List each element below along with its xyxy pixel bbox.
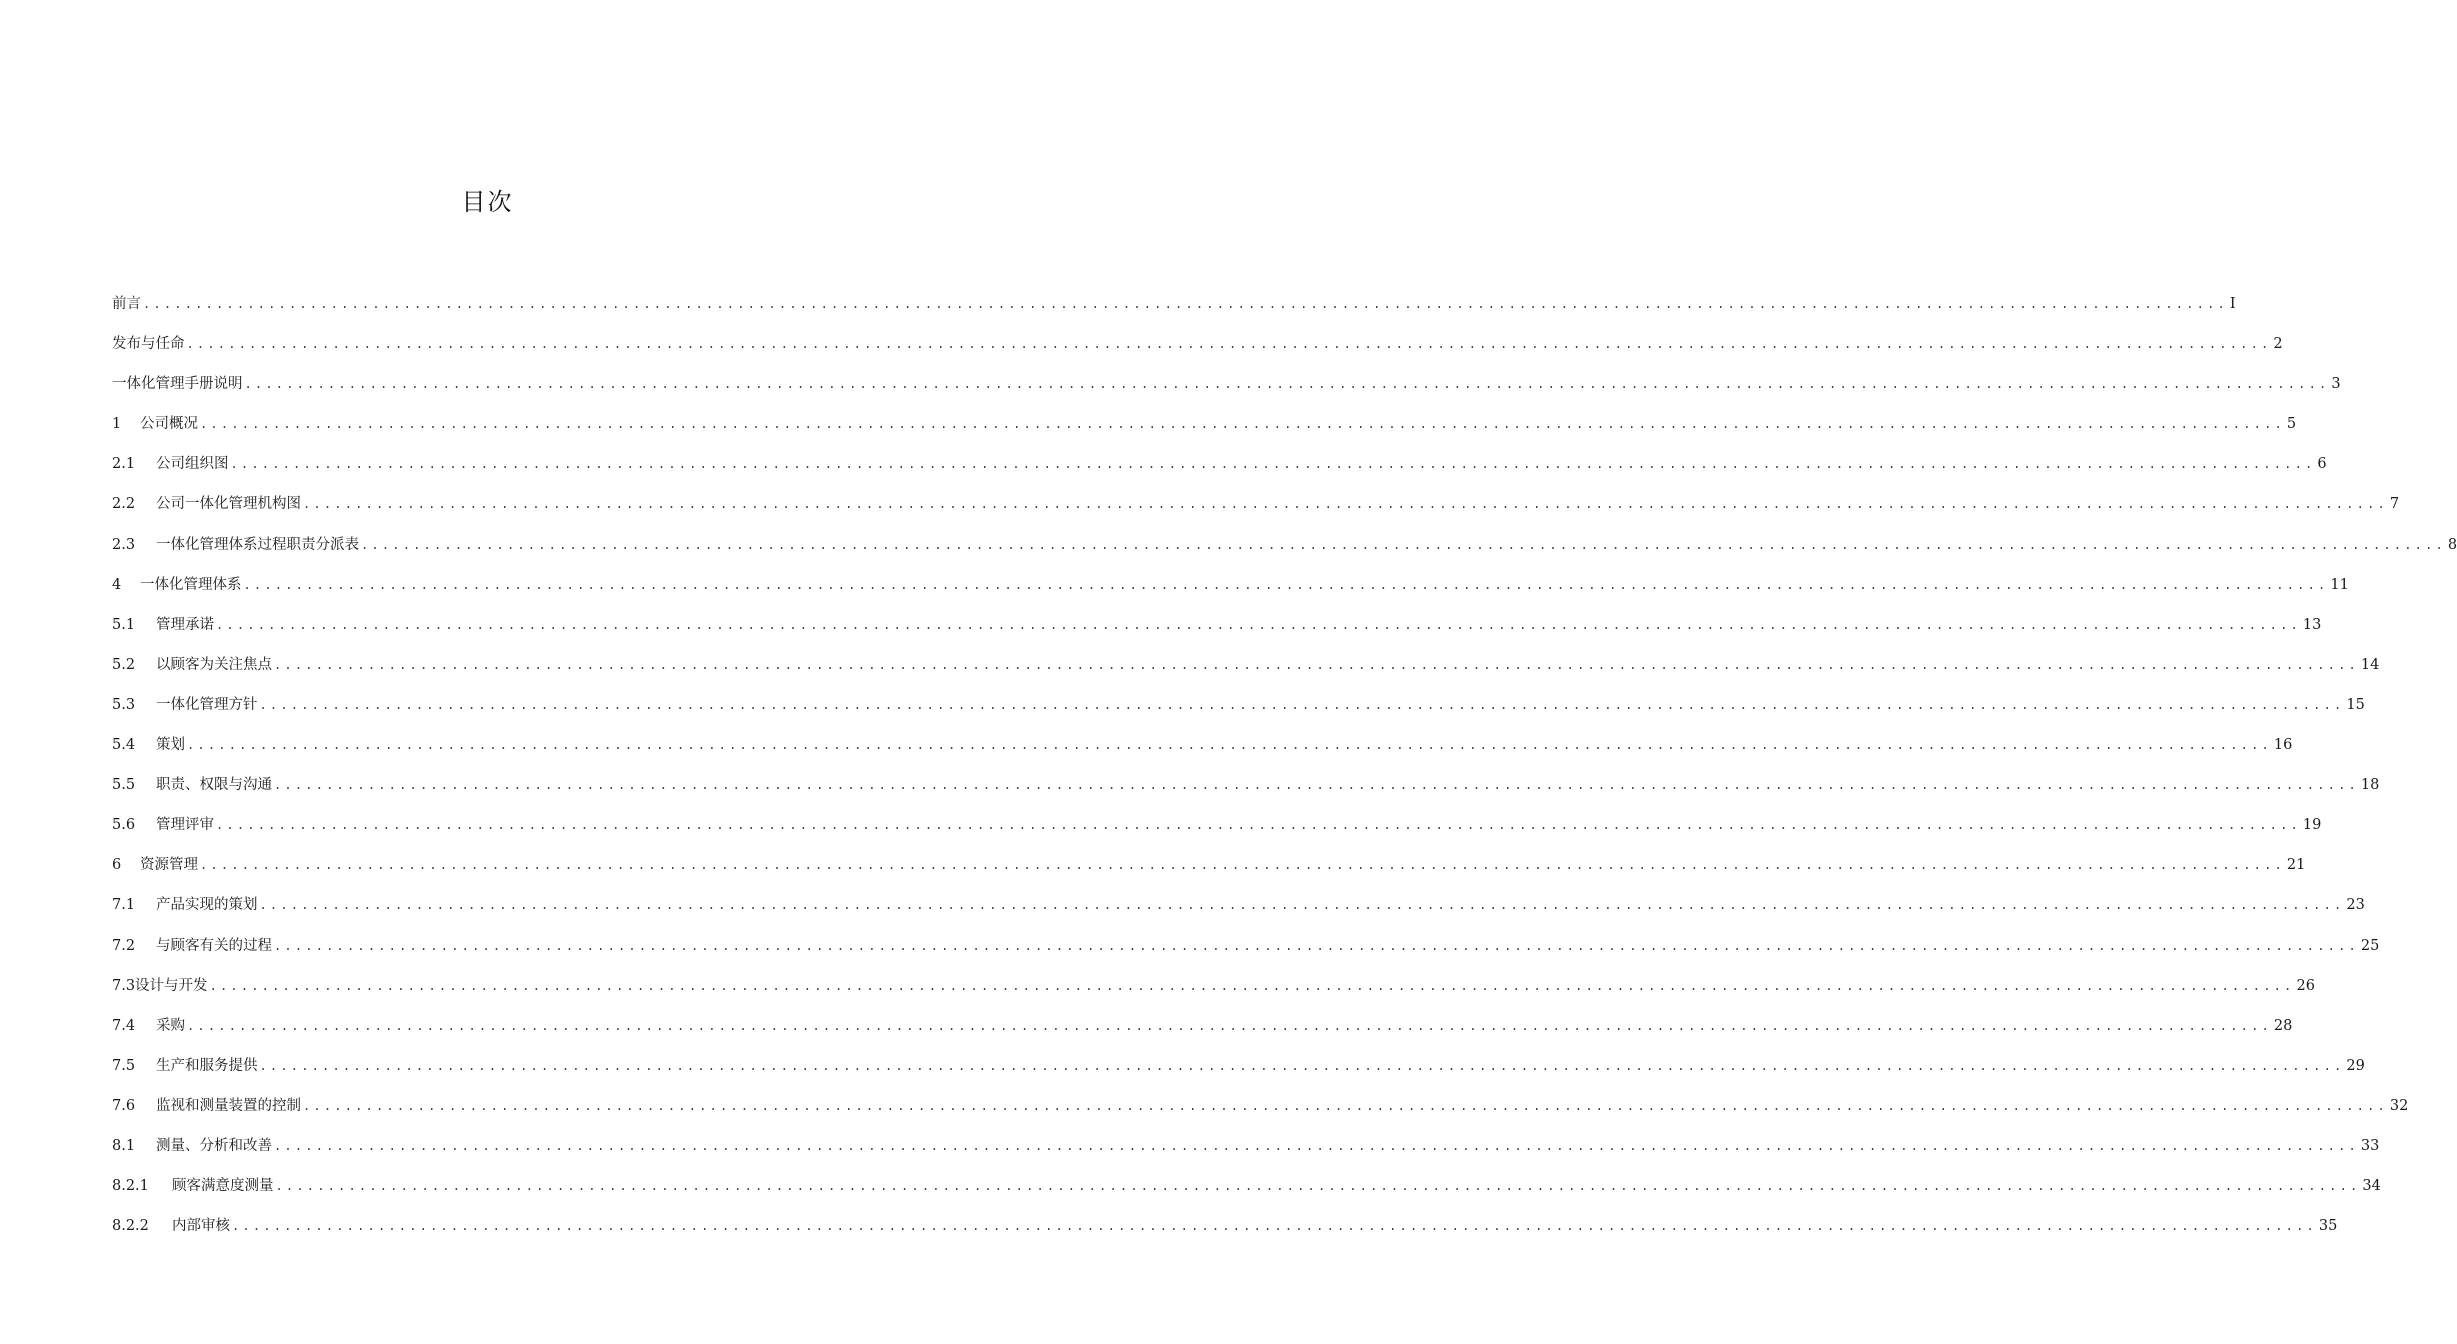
toc-entry[interactable] [112, 926, 2380, 966]
toc-entry-title: 管理承诺 [156, 616, 214, 633]
toc-entry[interactable] [112, 685, 2365, 725]
toc-entry-page-number: 6 [2317, 456, 2327, 473]
toc-entry[interactable] [112, 1166, 2381, 1206]
toc-entry-page-number: 7 [2389, 496, 2400, 513]
toc-entry[interactable] [112, 1086, 2409, 1126]
toc-entry-page-number: 15 [2346, 696, 2365, 713]
toc-dot-leader: ........................................................................................................................................................................................................ [209, 978, 2295, 993]
toc-entry-number: 7.4 [112, 1017, 136, 1034]
toc-entry-page-number: 14 [2360, 656, 2380, 673]
toc-entry-page-number: 5 [2286, 416, 2297, 433]
toc-entry[interactable] [112, 565, 2349, 605]
toc-entry[interactable] [112, 805, 2322, 845]
toc-entry[interactable] [112, 364, 2341, 404]
toc-entry-page-number: 25 [2360, 937, 2380, 954]
toc-entry-page-number: 35 [2318, 1218, 2338, 1235]
toc-dot-leader: ........................................................................................................................................................................................................ [244, 377, 2330, 392]
toc-entry-title: 产品实现的策划 [156, 897, 258, 914]
toc-entry-number: 2.1 [112, 456, 136, 473]
toc-dot-leader: ........................................................................................................................................................................................................ [232, 1219, 2317, 1234]
toc-entry-page-number: 13 [2302, 616, 2322, 633]
toc-entry-number: 7.1 [112, 897, 136, 914]
toc-entry[interactable] [112, 404, 2297, 444]
toc-dot-leader: ........................................................................................................................................................................................................ [187, 1018, 2272, 1033]
toc-entry[interactable] [112, 645, 2380, 685]
toc-entry-page-number: 3 [2331, 376, 2341, 393]
toc-entry[interactable] [112, 324, 2283, 364]
toc-entry-page-number: 21 [2286, 857, 2306, 874]
toc-entry-page-number: 2 [2273, 336, 2283, 353]
toc-entry-number: 2.2 [112, 496, 136, 513]
toc-entry-number: 2.3 [112, 536, 136, 553]
toc-entry-page-number: 19 [2302, 817, 2322, 834]
toc-entry-page-number: 23 [2346, 897, 2365, 914]
toc-entry[interactable] [112, 885, 2365, 925]
toc-entry-number: 7.2 [112, 937, 136, 954]
toc-dot-leader: ........................................................................................................................................................................................................ [303, 1098, 2388, 1113]
toc-entry-number: 1 [112, 416, 122, 433]
toc-dot-leader: ........................................................................................................................................................................................................ [274, 938, 2359, 953]
toc-entry[interactable] [112, 484, 2400, 524]
toc-entry[interactable] [112, 605, 2322, 645]
toc-entry-title: 前言 [112, 296, 141, 312]
toc-entry-number: 5.4 [112, 737, 136, 754]
toc-entry-page-number: I [2229, 296, 2236, 312]
toc-dot-leader: ........................................................................................................................................................................................................ [274, 657, 2359, 672]
toc-entry-title: 顾客满意度测量 [172, 1178, 274, 1195]
toc-entry-title: 职责、权限与沟通 [156, 777, 272, 794]
toc-entry-page-number: 18 [2360, 777, 2380, 794]
toc-entry[interactable] [112, 525, 2457, 565]
toc-entry-number: 8.1 [112, 1137, 136, 1154]
toc-entry-title: 公司组织图 [156, 456, 229, 473]
toc-dot-leader: ........................................................................................................................................................................................................ [200, 417, 2285, 432]
toc-entry-title: 一体化管理体系过程职责分派表 [156, 536, 359, 553]
toc-entry-title: 测量、分析和改善 [156, 1137, 272, 1154]
toc-entry-title: 7.3设计与开发 [112, 977, 208, 994]
toc-entry-title: 内部审核 [172, 1218, 230, 1235]
toc-dot-leader: ........................................................................................................................................................................................................ [230, 457, 2316, 472]
toc-dot-leader: ........................................................................................................................................................................................................ [259, 1058, 2345, 1073]
toc-entry-number: 5.3 [112, 696, 136, 713]
toc-entry-title: 策划 [156, 737, 185, 754]
toc-entry[interactable] [112, 1046, 2365, 1086]
toc-dot-leader: ........................................................................................................................................................................................................ [200, 858, 2285, 873]
toc-entry-number: 7.5 [112, 1057, 136, 1074]
page-title: 目次 [461, 188, 514, 216]
toc-entry-number: 5.6 [112, 817, 136, 834]
toc-entry-title: 一体化管理体系 [140, 576, 242, 593]
toc-entry-title: 管理评审 [156, 817, 214, 834]
toc-entry-number: 5.2 [112, 656, 136, 673]
toc-entry[interactable] [112, 1126, 2380, 1166]
toc-entry-title: 采购 [156, 1017, 185, 1034]
toc-entry[interactable] [112, 1006, 2293, 1046]
toc-entry[interactable] [112, 444, 2327, 484]
toc-entry-number: 5.5 [112, 777, 136, 794]
toc-entry[interactable] [112, 1206, 2338, 1246]
toc-entry[interactable] [112, 845, 2306, 885]
toc-entry-number: 8.2.2 [112, 1218, 149, 1235]
toc-entry-title: 一体化管理手册说明 [112, 376, 243, 393]
toc-entry[interactable] [112, 284, 2236, 324]
toc-entry-page-number: 29 [2346, 1057, 2365, 1074]
toc-entry-number: 4 [112, 576, 122, 593]
toc-entry-title: 公司概况 [140, 416, 198, 433]
toc-entry-number: 7.6 [112, 1097, 136, 1114]
toc-entry-page-number: 8 [2447, 536, 2457, 553]
toc-dot-leader: ........................................................................................................................................................................................................ [274, 778, 2359, 793]
toc-entry-title: 资源管理 [140, 857, 198, 874]
toc-dot-leader: ........................................................................................................................................................................................................ [259, 898, 2345, 913]
toc-entry[interactable] [112, 765, 2380, 805]
toc-entry-page-number: 11 [2330, 576, 2349, 593]
toc-entry-title: 一体化管理方针 [156, 696, 258, 713]
toc-dot-leader: ........................................................................................................................................................................................................ [361, 537, 2446, 552]
toc-dot-leader: ........................................................................................................................................................................................................ [143, 297, 2228, 311]
toc-entry-page-number: 28 [2273, 1017, 2293, 1034]
toc-entry-number: 5.1 [112, 616, 136, 633]
toc-dot-leader: ........................................................................................................................................................................................................ [274, 1138, 2359, 1153]
toc-dot-leader: ........................................................................................................................................................................................................ [275, 1179, 2361, 1194]
toc-entry-title: 发布与任命 [112, 336, 185, 353]
toc-entry[interactable] [112, 966, 2315, 1006]
toc-entry-number: 6 [112, 857, 122, 874]
toc-entry-title: 与顾客有关的过程 [156, 937, 272, 954]
toc-dot-leader: ........................................................................................................................................................................................................ [303, 497, 2388, 512]
toc-entry-page-number: 16 [2273, 737, 2293, 754]
toc-dot-leader: ........................................................................................................................................................................................................ [187, 738, 2272, 753]
toc-entry-title: 公司一体化管理机构图 [156, 496, 301, 513]
toc-dot-leader: ........................................................................................................................................................................................................ [243, 577, 2329, 592]
toc-entry-page-number: 26 [2296, 977, 2315, 994]
toc-entry-title: 监视和测量装置的控制 [156, 1097, 301, 1114]
toc-dot-leader: ........................................................................................................................................................................................................ [216, 818, 2301, 833]
toc-entry-number: 8.2.1 [112, 1178, 149, 1195]
toc-entry-page-number: 33 [2360, 1137, 2380, 1154]
toc-dot-leader: ........................................................................................................................................................................................................ [216, 617, 2301, 632]
toc-entry-page-number: 32 [2389, 1097, 2409, 1114]
toc-entry[interactable] [112, 725, 2293, 765]
toc-entry-title: 以顾客为关注焦点 [156, 656, 272, 673]
toc-dot-leader: ........................................................................................................................................................................................................ [259, 697, 2345, 712]
toc-entry-page-number: 34 [2362, 1178, 2381, 1195]
toc-entry-title: 生产和服务提供 [156, 1057, 258, 1074]
toc-dot-leader: ........................................................................................................................................................................................................ [186, 337, 2272, 352]
toc-list [112, 284, 2457, 1246]
